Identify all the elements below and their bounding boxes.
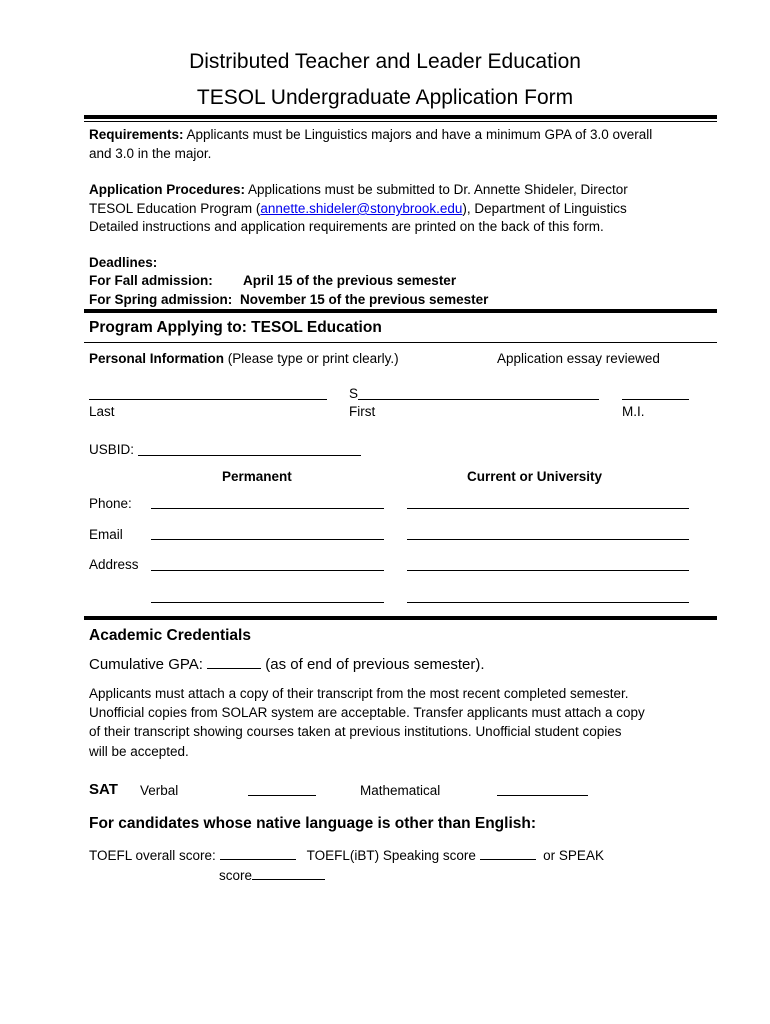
procedures-text: Applications must be submitted to Dr. Annette Shideler, Director	[245, 182, 628, 197]
procedures-text2a: TESOL Education Program (	[89, 201, 261, 216]
last-name-label: Last	[89, 404, 115, 419]
contact-email-link[interactable]: annette.shideler@stonybrook.edu	[260, 201, 463, 216]
current-address-line2[interactable]	[407, 602, 689, 603]
personal-info-header	[89, 349, 399, 368]
usbid-field[interactable]	[138, 455, 361, 456]
transcript-line1: Applicants must attach a copy of their transcript from the most recent completed semester.	[89, 686, 629, 701]
sat-math-field[interactable]	[497, 795, 588, 796]
personal-rule	[84, 616, 717, 620]
last-name-field[interactable]	[89, 399, 327, 400]
permanent-email-field[interactable]	[151, 539, 384, 540]
deadlines-heading: Deadlines:	[89, 255, 158, 270]
address-label: Address	[89, 557, 139, 572]
speak-score-label: score	[219, 868, 253, 883]
permanent-address-line2[interactable]	[151, 602, 384, 603]
toefl-label: TOEFL overall score:	[89, 848, 216, 863]
toefl-overall-field[interactable]	[220, 846, 296, 860]
gpa-row	[89, 655, 485, 673]
speak-score-row	[219, 866, 325, 885]
procedures-line3: Detailed instructions and application requirements are printed on the back of this form.	[89, 219, 604, 234]
transcript-line4: will be accepted.	[89, 744, 189, 759]
procedures-line1	[89, 180, 628, 199]
ibt-speaking-field[interactable]	[480, 846, 536, 860]
spring-deadline: November 15 of the previous semester	[240, 292, 489, 307]
first-name-label: First	[349, 404, 376, 419]
first-name-prefix: S	[349, 386, 359, 401]
procedures-text2b: ), Department of Linguistics	[462, 201, 627, 216]
first-name-field[interactable]	[358, 399, 599, 400]
speak-score-field[interactable]	[252, 866, 325, 880]
program-heading: Program Applying to: TESOL Education	[89, 319, 382, 336]
requirements-label: Requirements:	[89, 127, 184, 142]
sat-label: SAT	[89, 781, 118, 798]
middle-initial-label: M.I.	[622, 404, 645, 419]
gpa-field[interactable]	[207, 655, 261, 669]
title-rule-thin	[84, 121, 717, 122]
academic-heading: Academic Credentials	[89, 627, 251, 644]
language-heading: For candidates whose native language is other than English:	[89, 815, 536, 832]
current-address-line1[interactable]	[407, 570, 689, 571]
permanent-address-line1[interactable]	[151, 570, 384, 571]
fall-deadline: April 15 of the previous semester	[243, 273, 457, 288]
email-label: Email	[89, 527, 123, 542]
spring-label: For Spring admission:	[89, 292, 233, 307]
transcript-line3: of their transcript showing courses taken at previous institutions. Unofficial student copies	[89, 724, 622, 739]
form-title-line2: TESOL Undergraduate Application Form	[196, 86, 574, 109]
current-phone-field[interactable]	[407, 508, 689, 509]
gpa-note: (as of end of previous semester).	[265, 656, 485, 673]
title-rule	[84, 115, 717, 119]
form-title-line1: Distributed Teacher and Leader Education	[189, 50, 581, 73]
personal-info-note: (Please type or print clearly.)	[224, 351, 399, 366]
permanent-phone-field[interactable]	[151, 508, 384, 509]
math-label: Mathematical	[360, 783, 441, 798]
permanent-heading: Permanent	[222, 469, 292, 484]
transcript-line2: Unofficial copies from SOLAR system are acceptable. Transfer applicants must attach a copy	[89, 705, 645, 720]
requirements-line1	[89, 125, 652, 144]
requirements-text: Applicants must be Linguistics majors and have a minimum GPA of 3.0 overall	[183, 127, 653, 142]
usbid-label: USBID:	[89, 442, 135, 457]
requirements-line2: and 3.0 in the major.	[89, 146, 212, 161]
toefl-row	[89, 846, 604, 865]
program-rule	[84, 342, 717, 343]
or-speak-label: or SPEAK	[543, 848, 604, 863]
deadlines-rule	[84, 309, 717, 313]
current-heading: Current or University	[467, 469, 603, 484]
middle-initial-field[interactable]	[622, 399, 689, 400]
gpa-label: Cumulative GPA:	[89, 656, 203, 673]
current-email-field[interactable]	[407, 539, 689, 540]
ibt-label: TOEFL(iBT) Speaking score	[306, 848, 476, 863]
fall-label: For Fall admission:	[89, 273, 213, 288]
phone-label: Phone:	[89, 496, 132, 511]
verbal-label: Verbal	[140, 783, 179, 798]
essay-reviewed-label: Application essay reviewed	[497, 351, 660, 366]
procedures-line2	[89, 199, 627, 218]
sat-verbal-field[interactable]	[248, 795, 316, 796]
personal-info-heading: Personal Information	[89, 351, 225, 366]
procedures-label: Application Procedures:	[89, 182, 246, 197]
